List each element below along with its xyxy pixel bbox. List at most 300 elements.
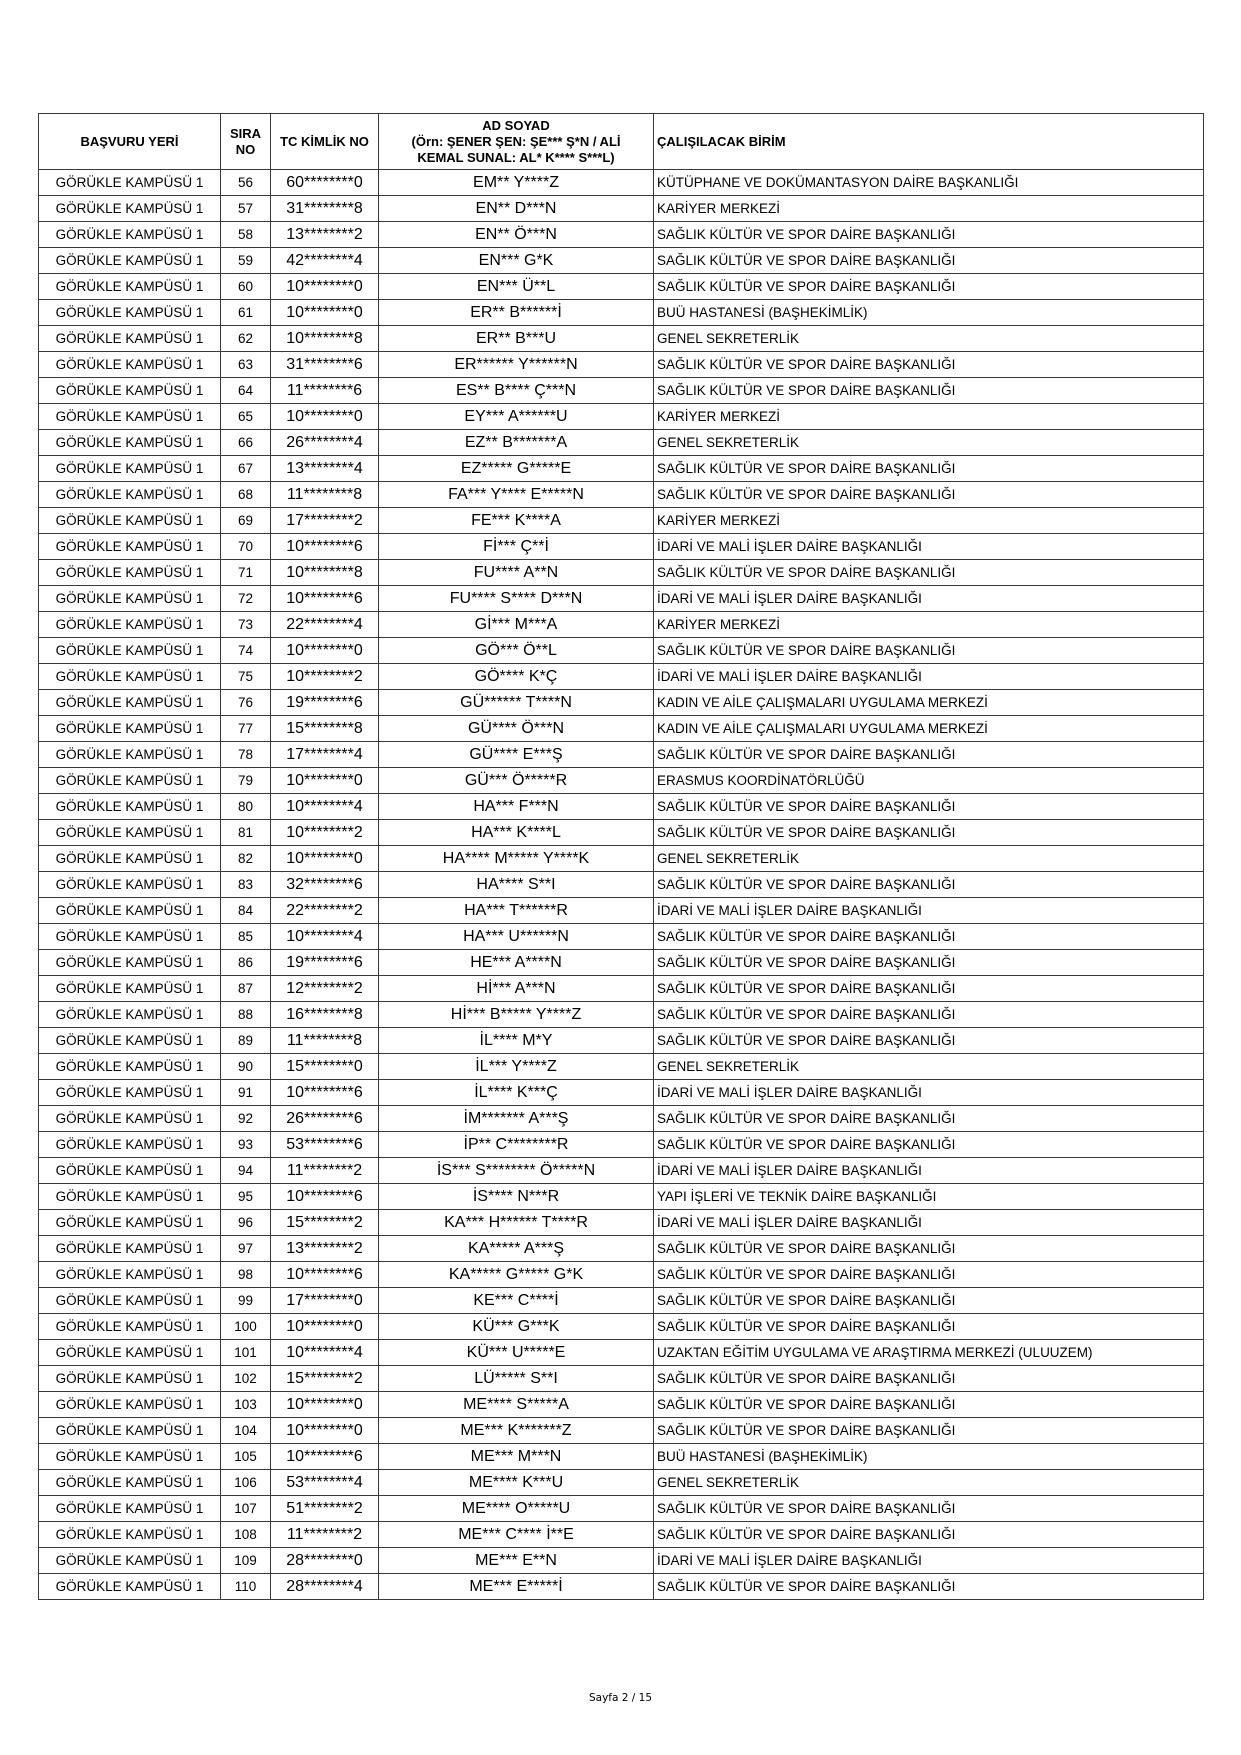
application-place-cell: GÖRÜKLE KAMPÜSÜ 1 <box>39 1080 221 1106</box>
application-place-cell: GÖRÜKLE KAMPÜSÜ 1 <box>39 638 221 664</box>
tc-id-cell: 22********2 <box>271 898 379 924</box>
order-no-cell: 90 <box>221 1054 271 1080</box>
order-no-cell: 62 <box>221 326 271 352</box>
full-name-cell: İP** C********R <box>379 1132 654 1158</box>
order-no-cell: 102 <box>221 1366 271 1392</box>
tc-id-cell: 26********6 <box>271 1106 379 1132</box>
order-no-cell: 73 <box>221 612 271 638</box>
application-place-cell: GÖRÜKLE KAMPÜSÜ 1 <box>39 872 221 898</box>
table-row <box>39 794 1204 820</box>
application-place-cell: GÖRÜKLE KAMPÜSÜ 1 <box>39 1158 221 1184</box>
application-place-cell: GÖRÜKLE KAMPÜSÜ 1 <box>39 612 221 638</box>
tc-id-cell: 15********2 <box>271 1210 379 1236</box>
table-row <box>39 378 1204 404</box>
full-name-cell: FE*** K****A <box>379 508 654 534</box>
full-name-cell: İM******* A***Ş <box>379 1106 654 1132</box>
application-place-cell: GÖRÜKLE KAMPÜSÜ 1 <box>39 300 221 326</box>
table-row <box>39 1054 1204 1080</box>
tc-id-cell: 17********2 <box>271 508 379 534</box>
work-unit-cell: SAĞLIK KÜLTÜR VE SPOR DAİRE BAŞKANLIĞI <box>654 1236 1204 1262</box>
tc-id-cell: 11********8 <box>271 1028 379 1054</box>
work-unit-cell: SAĞLIK KÜLTÜR VE SPOR DAİRE BAŞKANLIĞI <box>654 248 1204 274</box>
tc-id-cell: 10********4 <box>271 924 379 950</box>
work-unit-cell: SAĞLIK KÜLTÜR VE SPOR DAİRE BAŞKANLIĞI <box>654 1028 1204 1054</box>
table-header <box>39 114 1204 170</box>
table-row <box>39 846 1204 872</box>
table-body <box>39 170 1204 1600</box>
tc-id-cell: 17********4 <box>271 742 379 768</box>
work-unit-cell: SAĞLIK KÜLTÜR VE SPOR DAİRE BAŞKANLIĞI <box>654 1392 1204 1418</box>
tc-id-cell: 10********0 <box>271 638 379 664</box>
header-full-name-line2: (Örn: ŞENER ŞEN: ŞE*** Ş*N / ALİ <box>411 133 621 149</box>
full-name-cell: ER** B******İ <box>379 300 654 326</box>
application-place-cell: GÖRÜKLE KAMPÜSÜ 1 <box>39 482 221 508</box>
work-unit-cell: SAĞLIK KÜLTÜR VE SPOR DAİRE BAŞKANLIĞI <box>654 1366 1204 1392</box>
full-name-cell: KÜ*** G***K <box>379 1314 654 1340</box>
tc-id-cell: 10********6 <box>271 1080 379 1106</box>
order-no-cell: 61 <box>221 300 271 326</box>
work-unit-cell: SAĞLIK KÜLTÜR VE SPOR DAİRE BAŞKANLIĞI <box>654 1418 1204 1444</box>
order-no-cell: 71 <box>221 560 271 586</box>
full-name-cell: İS*** S******** Ö*****N <box>379 1158 654 1184</box>
application-place-cell: GÖRÜKLE KAMPÜSÜ 1 <box>39 1210 221 1236</box>
work-unit-cell: SAĞLIK KÜLTÜR VE SPOR DAİRE BAŞKANLIĞI <box>654 1288 1204 1314</box>
order-no-cell: 109 <box>221 1548 271 1574</box>
work-unit-cell: İDARİ VE MALİ İŞLER DAİRE BAŞKANLIĞI <box>654 898 1204 924</box>
table-row <box>39 768 1204 794</box>
work-unit-cell: İDARİ VE MALİ İŞLER DAİRE BAŞKANLIĞI <box>654 1080 1204 1106</box>
full-name-cell: İL*** Y****Z <box>379 1054 654 1080</box>
application-place-cell: GÖRÜKLE KAMPÜSÜ 1 <box>39 222 221 248</box>
full-name-cell: HA**** M***** Y****K <box>379 846 654 872</box>
table-row <box>39 820 1204 846</box>
work-unit-cell: UZAKTAN EĞİTİM UYGULAMA VE ARAŞTIRMA MERKEZİ (ULUUZEM) <box>654 1340 1204 1366</box>
order-no-cell: 82 <box>221 846 271 872</box>
table-row <box>39 482 1204 508</box>
tc-id-cell: 31********6 <box>271 352 379 378</box>
full-name-cell: GÜ**** E***Ş <box>379 742 654 768</box>
work-unit-cell: SAĞLIK KÜLTÜR VE SPOR DAİRE BAŞKANLIĞI <box>654 820 1204 846</box>
order-no-cell: 88 <box>221 1002 271 1028</box>
work-unit-cell: İDARİ VE MALİ İŞLER DAİRE BAŞKANLIĞI <box>654 586 1204 612</box>
order-no-cell: 67 <box>221 456 271 482</box>
order-no-cell: 79 <box>221 768 271 794</box>
application-place-cell: GÖRÜKLE KAMPÜSÜ 1 <box>39 898 221 924</box>
tc-id-cell: 53********6 <box>271 1132 379 1158</box>
order-no-cell: 63 <box>221 352 271 378</box>
full-name-cell: LÜ***** S**I <box>379 1366 654 1392</box>
tc-id-cell: 10********8 <box>271 560 379 586</box>
tc-id-cell: 17********0 <box>271 1288 379 1314</box>
full-name-cell: ME**** K***U <box>379 1470 654 1496</box>
table-row <box>39 1262 1204 1288</box>
tc-id-cell: 31********8 <box>271 196 379 222</box>
table-row <box>39 560 1204 586</box>
application-place-cell: GÖRÜKLE KAMPÜSÜ 1 <box>39 1288 221 1314</box>
full-name-cell: FA*** Y**** E*****N <box>379 482 654 508</box>
order-no-cell: 58 <box>221 222 271 248</box>
work-unit-cell: SAĞLIK KÜLTÜR VE SPOR DAİRE BAŞKANLIĞI <box>654 222 1204 248</box>
tc-id-cell: 15********2 <box>271 1366 379 1392</box>
table-row <box>39 1132 1204 1158</box>
table-row <box>39 326 1204 352</box>
tc-id-cell: 28********4 <box>271 1574 379 1600</box>
full-name-cell: EN** Ö***N <box>379 222 654 248</box>
work-unit-cell: KADIN VE AİLE ÇALIŞMALARI UYGULAMA MERKEZİ <box>654 690 1204 716</box>
table-row <box>39 1236 1204 1262</box>
table-row <box>39 1548 1204 1574</box>
tc-id-cell: 11********6 <box>271 378 379 404</box>
header-order-no-line1: SIRA <box>229 125 262 141</box>
order-no-cell: 96 <box>221 1210 271 1236</box>
table-row <box>39 456 1204 482</box>
work-unit-cell: İDARİ VE MALİ İŞLER DAİRE BAŞKANLIĞI <box>654 1548 1204 1574</box>
work-unit-cell: SAĞLIK KÜLTÜR VE SPOR DAİRE BAŞKANLIĞI <box>654 1132 1204 1158</box>
table-row <box>39 300 1204 326</box>
tc-id-cell: 10********6 <box>271 534 379 560</box>
table-row <box>39 872 1204 898</box>
order-no-cell: 108 <box>221 1522 271 1548</box>
full-name-cell: ME*** C**** İ**E <box>379 1522 654 1548</box>
order-no-cell: 106 <box>221 1470 271 1496</box>
tc-id-cell: 19********6 <box>271 690 379 716</box>
full-name-cell: EZ***** G*****E <box>379 456 654 482</box>
application-place-cell: GÖRÜKLE KAMPÜSÜ 1 <box>39 768 221 794</box>
table-row <box>39 430 1204 456</box>
application-place-cell: GÖRÜKLE KAMPÜSÜ 1 <box>39 690 221 716</box>
full-name-cell: KA***** A***Ş <box>379 1236 654 1262</box>
work-unit-cell: SAĞLIK KÜLTÜR VE SPOR DAİRE BAŞKANLIĞI <box>654 794 1204 820</box>
work-unit-cell: SAĞLIK KÜLTÜR VE SPOR DAİRE BAŞKANLIĞI <box>654 1106 1204 1132</box>
work-unit-cell: İDARİ VE MALİ İŞLER DAİRE BAŞKANLIĞI <box>654 1210 1204 1236</box>
application-place-cell: GÖRÜKLE KAMPÜSÜ 1 <box>39 1366 221 1392</box>
work-unit-cell: SAĞLIK KÜLTÜR VE SPOR DAİRE BAŞKANLIĞI <box>654 274 1204 300</box>
work-unit-cell: SAĞLIK KÜLTÜR VE SPOR DAİRE BAŞKANLIĞI <box>654 872 1204 898</box>
table-row <box>39 1522 1204 1548</box>
work-unit-cell: KARİYER MERKEZİ <box>654 612 1204 638</box>
work-unit-cell: GENEL SEKRETERLİK <box>654 326 1204 352</box>
full-name-cell: ME*** E**N <box>379 1548 654 1574</box>
work-unit-cell: ERASMUS KOORDİNATÖRLÜĞÜ <box>654 768 1204 794</box>
full-name-cell: HA*** F***N <box>379 794 654 820</box>
work-unit-cell: KÜTÜPHANE VE DOKÜMANTASYON DAİRE BAŞKANLIĞI <box>654 170 1204 196</box>
full-name-cell: HA*** U******N <box>379 924 654 950</box>
tc-id-cell: 10********8 <box>271 326 379 352</box>
table-row <box>39 742 1204 768</box>
application-place-cell: GÖRÜKLE KAMPÜSÜ 1 <box>39 846 221 872</box>
tc-id-cell: 10********2 <box>271 664 379 690</box>
work-unit-cell: BUÜ HASTANESİ (BAŞHEKİMLİK) <box>654 300 1204 326</box>
work-unit-cell: SAĞLIK KÜLTÜR VE SPOR DAİRE BAŞKANLIĞI <box>654 742 1204 768</box>
application-place-cell: GÖRÜKLE KAMPÜSÜ 1 <box>39 1470 221 1496</box>
tc-id-cell: 26********4 <box>271 430 379 456</box>
table-row <box>39 1496 1204 1522</box>
work-unit-cell: SAĞLIK KÜLTÜR VE SPOR DAİRE BAŞKANLIĞI <box>654 1002 1204 1028</box>
full-name-cell: Hİ*** B***** Y****Z <box>379 1002 654 1028</box>
table-row <box>39 170 1204 196</box>
full-name-cell: GÖ*** Ö**L <box>379 638 654 664</box>
work-unit-cell: GENEL SEKRETERLİK <box>654 430 1204 456</box>
order-no-cell: 107 <box>221 1496 271 1522</box>
full-name-cell: ES** B**** Ç***N <box>379 378 654 404</box>
order-no-cell: 64 <box>221 378 271 404</box>
tc-id-cell: 32********6 <box>271 872 379 898</box>
full-name-cell: HE*** A****N <box>379 950 654 976</box>
order-no-cell: 93 <box>221 1132 271 1158</box>
table-row <box>39 1574 1204 1600</box>
table-row <box>39 1444 1204 1470</box>
table-row <box>39 1158 1204 1184</box>
order-no-cell: 85 <box>221 924 271 950</box>
tc-id-cell: 53********4 <box>271 1470 379 1496</box>
work-unit-cell: SAĞLIK KÜLTÜR VE SPOR DAİRE BAŞKANLIĞI <box>654 482 1204 508</box>
full-name-cell: EN*** Ü**L <box>379 274 654 300</box>
table-row <box>39 1340 1204 1366</box>
full-name-cell: GÜ****** T****N <box>379 690 654 716</box>
work-unit-cell: SAĞLIK KÜLTÜR VE SPOR DAİRE BAŞKANLIĞI <box>654 456 1204 482</box>
application-place-cell: GÖRÜKLE KAMPÜSÜ 1 <box>39 1392 221 1418</box>
header-work-unit: ÇALIŞILACAK BİRİM <box>654 114 1204 170</box>
full-name-cell: EZ** B*******A <box>379 430 654 456</box>
tc-id-cell: 10********6 <box>271 1262 379 1288</box>
full-name-cell: Fİ*** Ç**İ <box>379 534 654 560</box>
application-place-cell: GÖRÜKLE KAMPÜSÜ 1 <box>39 534 221 560</box>
tc-id-cell: 28********0 <box>271 1548 379 1574</box>
header-row <box>39 114 1204 170</box>
application-place-cell: GÖRÜKLE KAMPÜSÜ 1 <box>39 1496 221 1522</box>
order-no-cell: 101 <box>221 1340 271 1366</box>
work-unit-cell: SAĞLIK KÜLTÜR VE SPOR DAİRE BAŞKANLIĞI <box>654 950 1204 976</box>
work-unit-cell: KARİYER MERKEZİ <box>654 404 1204 430</box>
order-no-cell: 60 <box>221 274 271 300</box>
application-place-cell: GÖRÜKLE KAMPÜSÜ 1 <box>39 742 221 768</box>
tc-id-cell: 10********0 <box>271 1314 379 1340</box>
table-row <box>39 274 1204 300</box>
order-no-cell: 98 <box>221 1262 271 1288</box>
full-name-cell: HA**** S**I <box>379 872 654 898</box>
tc-id-cell: 51********2 <box>271 1496 379 1522</box>
header-order-no-line2: NO <box>235 141 256 157</box>
tc-id-cell: 10********4 <box>271 794 379 820</box>
order-no-cell: 84 <box>221 898 271 924</box>
header-full-name-line3: KEMAL SUNAL: AL* K**** S***L) <box>417 149 615 165</box>
full-name-cell: İL**** K***Ç <box>379 1080 654 1106</box>
order-no-cell: 56 <box>221 170 271 196</box>
page-number: Sayfa 2 / 15 <box>588 1692 653 1704</box>
order-no-cell: 89 <box>221 1028 271 1054</box>
full-name-cell: EN*** G*K <box>379 248 654 274</box>
table-row <box>39 508 1204 534</box>
order-no-cell: 94 <box>221 1158 271 1184</box>
order-no-cell: 59 <box>221 248 271 274</box>
application-place-cell: GÖRÜKLE KAMPÜSÜ 1 <box>39 404 221 430</box>
table-row <box>39 690 1204 716</box>
work-unit-cell: SAĞLIK KÜLTÜR VE SPOR DAİRE BAŞKANLIĞI <box>654 924 1204 950</box>
application-place-cell: GÖRÜKLE KAMPÜSÜ 1 <box>39 1106 221 1132</box>
full-name-cell: ME**** O*****U <box>379 1496 654 1522</box>
tc-id-cell: 10********2 <box>271 820 379 846</box>
tc-id-cell: 11********2 <box>271 1158 379 1184</box>
table-row <box>39 222 1204 248</box>
full-name-cell: HA*** K****L <box>379 820 654 846</box>
tc-id-cell: 13********4 <box>271 456 379 482</box>
header-order-no <box>221 114 271 170</box>
full-name-cell: HA*** T******R <box>379 898 654 924</box>
work-unit-cell: SAĞLIK KÜLTÜR VE SPOR DAİRE BAŞKANLIĞI <box>654 560 1204 586</box>
order-no-cell: 57 <box>221 196 271 222</box>
tc-id-cell: 13********2 <box>271 222 379 248</box>
tc-id-cell: 10********0 <box>271 1418 379 1444</box>
application-place-cell: GÖRÜKLE KAMPÜSÜ 1 <box>39 1522 221 1548</box>
work-unit-cell: BUÜ HASTANESİ (BAŞHEKİMLİK) <box>654 1444 1204 1470</box>
order-no-cell: 95 <box>221 1184 271 1210</box>
application-place-cell: GÖRÜKLE KAMPÜSÜ 1 <box>39 1418 221 1444</box>
tc-id-cell: 10********0 <box>271 768 379 794</box>
order-no-cell: 70 <box>221 534 271 560</box>
full-name-cell: EM** Y****Z <box>379 170 654 196</box>
work-unit-cell: GENEL SEKRETERLİK <box>654 1054 1204 1080</box>
full-name-cell: ME*** K*******Z <box>379 1418 654 1444</box>
tc-id-cell: 10********0 <box>271 846 379 872</box>
work-unit-cell: KADIN VE AİLE ÇALIŞMALARI UYGULAMA MERKEZİ <box>654 716 1204 742</box>
work-unit-cell: YAPI İŞLERİ VE TEKNİK DAİRE BAŞKANLIĞI <box>654 1184 1204 1210</box>
table-row <box>39 1028 1204 1054</box>
tc-id-cell: 10********4 <box>271 1340 379 1366</box>
full-name-cell: GÖ**** K*Ç <box>379 664 654 690</box>
tc-id-cell: 10********0 <box>271 1392 379 1418</box>
table-row <box>39 1470 1204 1496</box>
application-place-cell: GÖRÜKLE KAMPÜSÜ 1 <box>39 170 221 196</box>
table-row <box>39 1392 1204 1418</box>
full-name-cell: FU**** A**N <box>379 560 654 586</box>
full-name-cell: KÜ*** U*****E <box>379 1340 654 1366</box>
application-place-cell: GÖRÜKLE KAMPÜSÜ 1 <box>39 586 221 612</box>
order-no-cell: 69 <box>221 508 271 534</box>
order-no-cell: 68 <box>221 482 271 508</box>
application-place-cell: GÖRÜKLE KAMPÜSÜ 1 <box>39 976 221 1002</box>
order-no-cell: 80 <box>221 794 271 820</box>
tc-id-cell: 10********0 <box>271 274 379 300</box>
tc-id-cell: 15********0 <box>271 1054 379 1080</box>
application-place-cell: GÖRÜKLE KAMPÜSÜ 1 <box>39 1054 221 1080</box>
order-no-cell: 77 <box>221 716 271 742</box>
table-row <box>39 404 1204 430</box>
header-full-name-line1: AD SOYAD <box>482 117 550 133</box>
application-place-cell: GÖRÜKLE KAMPÜSÜ 1 <box>39 274 221 300</box>
table-row <box>39 1080 1204 1106</box>
header-application-place: BAŞVURU YERİ <box>39 114 221 170</box>
table-row <box>39 1288 1204 1314</box>
application-place-cell: GÖRÜKLE KAMPÜSÜ 1 <box>39 248 221 274</box>
order-no-cell: 92 <box>221 1106 271 1132</box>
application-place-cell: GÖRÜKLE KAMPÜSÜ 1 <box>39 1314 221 1340</box>
header-tc-id: TC KİMLİK NO <box>271 114 379 170</box>
application-place-cell: GÖRÜKLE KAMPÜSÜ 1 <box>39 430 221 456</box>
tc-id-cell: 19********6 <box>271 950 379 976</box>
full-name-cell: ME**** S*****A <box>379 1392 654 1418</box>
full-name-cell: ER** B***U <box>379 326 654 352</box>
full-name-cell: Gİ*** M***A <box>379 612 654 638</box>
full-name-cell: ER****** Y******N <box>379 352 654 378</box>
order-no-cell: 105 <box>221 1444 271 1470</box>
order-no-cell: 83 <box>221 872 271 898</box>
table-row <box>39 638 1204 664</box>
table-row <box>39 664 1204 690</box>
tc-id-cell: 10********0 <box>271 404 379 430</box>
order-no-cell: 78 <box>221 742 271 768</box>
work-unit-cell: GENEL SEKRETERLİK <box>654 1470 1204 1496</box>
tc-id-cell: 22********4 <box>271 612 379 638</box>
work-unit-cell: SAĞLIK KÜLTÜR VE SPOR DAİRE BAŞKANLIĞI <box>654 1522 1204 1548</box>
tc-id-cell: 10********6 <box>271 586 379 612</box>
order-no-cell: 100 <box>221 1314 271 1340</box>
table-row <box>39 586 1204 612</box>
table-row <box>39 534 1204 560</box>
application-place-cell: GÖRÜKLE KAMPÜSÜ 1 <box>39 716 221 742</box>
order-no-cell: 103 <box>221 1392 271 1418</box>
work-unit-cell: SAĞLIK KÜLTÜR VE SPOR DAİRE BAŞKANLIĞI <box>654 1574 1204 1600</box>
full-name-cell: GÜ*** Ö*****R <box>379 768 654 794</box>
tc-id-cell: 10********6 <box>271 1444 379 1470</box>
table-row <box>39 1106 1204 1132</box>
applicant-table <box>38 113 1204 1600</box>
work-unit-cell: SAĞLIK KÜLTÜR VE SPOR DAİRE BAŞKANLIĞI <box>654 1496 1204 1522</box>
application-place-cell: GÖRÜKLE KAMPÜSÜ 1 <box>39 664 221 690</box>
application-place-cell: GÖRÜKLE KAMPÜSÜ 1 <box>39 1444 221 1470</box>
work-unit-cell: SAĞLIK KÜLTÜR VE SPOR DAİRE BAŞKANLIĞI <box>654 1262 1204 1288</box>
full-name-cell: ME*** M***N <box>379 1444 654 1470</box>
application-place-cell: GÖRÜKLE KAMPÜSÜ 1 <box>39 326 221 352</box>
full-name-cell: Hİ*** A***N <box>379 976 654 1002</box>
work-unit-cell: SAĞLIK KÜLTÜR VE SPOR DAİRE BAŞKANLIĞI <box>654 638 1204 664</box>
order-no-cell: 81 <box>221 820 271 846</box>
application-place-cell: GÖRÜKLE KAMPÜSÜ 1 <box>39 1002 221 1028</box>
table-row <box>39 898 1204 924</box>
order-no-cell: 72 <box>221 586 271 612</box>
application-place-cell: GÖRÜKLE KAMPÜSÜ 1 <box>39 378 221 404</box>
order-no-cell: 65 <box>221 404 271 430</box>
full-name-cell: EY*** A******U <box>379 404 654 430</box>
application-place-cell: GÖRÜKLE KAMPÜSÜ 1 <box>39 924 221 950</box>
work-unit-cell: KARİYER MERKEZİ <box>654 196 1204 222</box>
application-place-cell: GÖRÜKLE KAMPÜSÜ 1 <box>39 820 221 846</box>
application-place-cell: GÖRÜKLE KAMPÜSÜ 1 <box>39 1574 221 1600</box>
order-no-cell: 104 <box>221 1418 271 1444</box>
tc-id-cell: 12********2 <box>271 976 379 1002</box>
table-row <box>39 1314 1204 1340</box>
table-row <box>39 976 1204 1002</box>
full-name-cell: İL**** M*Y <box>379 1028 654 1054</box>
table-row <box>39 196 1204 222</box>
table-row <box>39 950 1204 976</box>
tc-id-cell: 16********8 <box>271 1002 379 1028</box>
header-full-name <box>379 114 654 170</box>
order-no-cell: 97 <box>221 1236 271 1262</box>
work-unit-cell: SAĞLIK KÜLTÜR VE SPOR DAİRE BAŞKANLIĞI <box>654 1314 1204 1340</box>
order-no-cell: 66 <box>221 430 271 456</box>
application-place-cell: GÖRÜKLE KAMPÜSÜ 1 <box>39 352 221 378</box>
tc-id-cell: 11********8 <box>271 482 379 508</box>
work-unit-cell: SAĞLIK KÜLTÜR VE SPOR DAİRE BAŞKANLIĞI <box>654 352 1204 378</box>
order-no-cell: 99 <box>221 1288 271 1314</box>
order-no-cell: 91 <box>221 1080 271 1106</box>
application-place-cell: GÖRÜKLE KAMPÜSÜ 1 <box>39 196 221 222</box>
application-place-cell: GÖRÜKLE KAMPÜSÜ 1 <box>39 950 221 976</box>
work-unit-cell: İDARİ VE MALİ İŞLER DAİRE BAŞKANLIĞI <box>654 534 1204 560</box>
tc-id-cell: 13********2 <box>271 1236 379 1262</box>
table-row <box>39 1418 1204 1444</box>
table-row <box>39 1210 1204 1236</box>
